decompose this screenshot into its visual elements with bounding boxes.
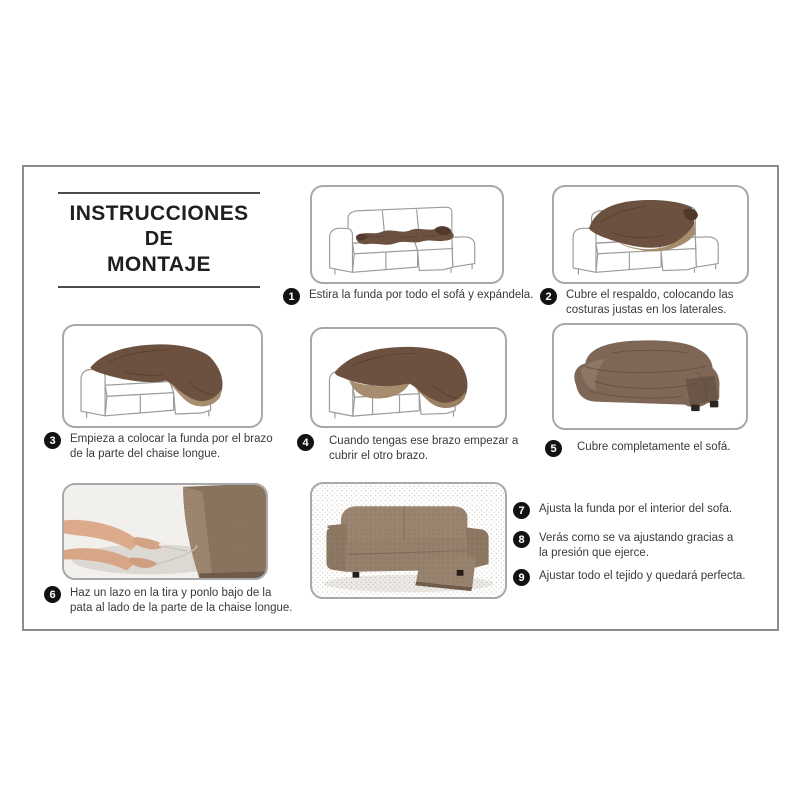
- title-rule-bottom: [58, 286, 260, 288]
- page-title-line1: INSTRUCCIONES: [69, 202, 249, 225]
- step-9-number-badge: 9: [513, 569, 530, 586]
- finished-sofa-photo: [312, 484, 505, 597]
- step-4-text-line2: cubrir el otro brazo.: [329, 450, 429, 462]
- title-block: [56, 192, 262, 288]
- step-2-caption: [540, 288, 734, 318]
- step-8-text: [539, 531, 733, 561]
- step-6-text: [70, 586, 293, 616]
- step-7-illustration-panel: [310, 482, 507, 599]
- step-3-text: [70, 432, 273, 462]
- step-2-text-line2: costuras justas en los laterales.: [566, 304, 727, 316]
- step-6-text-line1: Haz un lazo en la tira y ponlo bajo de la: [70, 587, 272, 599]
- step-4-text-line1: Cuando tengas ese brazo empezar a: [329, 435, 519, 447]
- page-title-line2: DE: [144, 228, 174, 250]
- step-8-number-badge: 8: [513, 531, 530, 548]
- step-2-text-line1: Cubre el respaldo, colocando las: [566, 289, 734, 301]
- step-3-text-line2: de la parte del chaise longue.: [70, 448, 221, 460]
- step-9-caption: [513, 569, 746, 586]
- step-8-caption: [513, 531, 733, 561]
- step-3-caption: [44, 432, 273, 462]
- step-1-illustration-panel: [310, 185, 504, 284]
- sofa-line-drawing-step4-icon: [312, 329, 505, 426]
- step-4-illustration-panel: [310, 327, 507, 428]
- hand-tying-strap-photo: [64, 485, 266, 578]
- covered-sofa-photo: [554, 325, 746, 428]
- step-2-number-badge: 2: [540, 288, 557, 305]
- step-5-illustration-panel: [552, 323, 748, 430]
- step-1-text: [309, 288, 533, 303]
- step-6-number-badge: 6: [44, 586, 61, 603]
- step-5-text-line1: Cubre completamente el sofá.: [577, 441, 731, 453]
- sofa-line-drawing-step1-icon: [312, 187, 502, 282]
- step-8-text-line2: la presión que ejerce.: [539, 547, 649, 559]
- step-3-number-badge: 3: [44, 432, 61, 449]
- step-7-text: [539, 502, 732, 517]
- step-1-caption: [283, 288, 533, 305]
- step-8-text-line1: Verás como se va ajustando gracias a: [539, 532, 734, 544]
- step-5-text: [577, 440, 730, 455]
- step-4-caption: [297, 434, 518, 464]
- step-3-illustration-panel: [62, 324, 263, 428]
- step-3-text-line1: Empieza a colocar la funda por el brazo: [70, 433, 273, 445]
- step-2-text: [566, 288, 734, 318]
- step-5-caption: [545, 440, 730, 457]
- page-title-line3: MONTAJE: [107, 253, 211, 276]
- title-rule-top: [58, 192, 260, 194]
- step-7-text-line1: Ajusta la funda por el interior del sofa.: [539, 503, 733, 515]
- step-9-text: [539, 569, 746, 584]
- step-1-number-badge: 1: [283, 288, 300, 305]
- sofa-line-drawing-step2-icon: [554, 187, 747, 282]
- step-4-number-badge: 4: [297, 434, 314, 451]
- step-7-number-badge: 7: [513, 502, 530, 519]
- step-6-text-line2: pata al lado de la parte de la chaise longue.: [70, 602, 293, 614]
- step-6-illustration-panel: [62, 483, 268, 580]
- step-4-text: [329, 434, 518, 464]
- step-1-text-line1: Estira la funda por todo el sofá y expándela.: [309, 289, 534, 301]
- step-7-caption: [513, 502, 732, 519]
- step-6-caption: [44, 586, 293, 616]
- step-9-text-line1: Ajustar todo el tejido y quedará perfecta.: [539, 570, 746, 582]
- step-2-illustration-panel: [552, 185, 749, 284]
- step-5-number-badge: 5: [545, 440, 562, 457]
- sofa-line-drawing-step3-icon: [64, 326, 261, 426]
